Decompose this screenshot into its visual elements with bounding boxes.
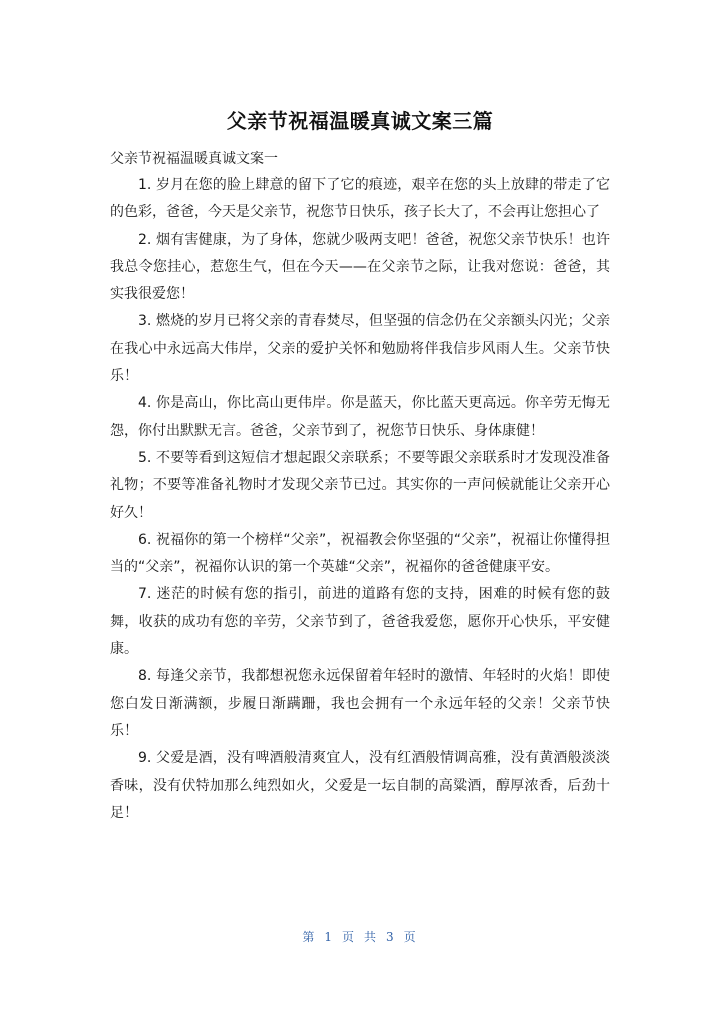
footer-word-ye-2: 页 xyxy=(403,930,418,944)
page-number-footer xyxy=(0,928,720,945)
footer-current-page: 1 xyxy=(324,930,334,944)
paragraph-1: 1. 岁月在您的脸上肆意的留下了它的痕迹，艰辛在您的头上放肆的带走了它的色彩，爸爸，今天是父亲节，祝您节日快乐，孩子长大了，不会再让您担心了 xyxy=(110,177,610,221)
footer-word-ye: 页 xyxy=(341,930,356,944)
paragraph-8: 8. 每逢父亲节，我都想祝您永远保留着年轻时的激情、年轻时的火焰！即使您白发日渐满额，步履日渐蹒跚，我也会拥有一个永远年轻的父亲！父亲节快乐！ xyxy=(110,668,610,739)
paragraph-3: 3. 燃烧的岁月已将父亲的青春焚尽，但坚强的信念仍在父亲额头闪光；父亲在我心中永远高大伟岸，父亲的爱护关怀和勉励将伴我信步风雨人生。父亲节快乐！ xyxy=(110,313,610,385)
body-content xyxy=(110,172,610,827)
footer-word-gong: 共 xyxy=(364,930,379,944)
paragraph-6: 6. 祝福你的第一个榜样“父亲”，祝福教会你坚强的“父亲”，祝福让你懂得担当的“父亲”，祝福你认识的第一个英雄“父亲”，祝福你的爸爸健康平安。 xyxy=(110,531,610,576)
document-title: 父亲节祝福温暖真诚文案三篇 xyxy=(226,109,494,133)
paragraph-9: 9. 父爱是酒，没有啤酒般清爽宜人，没有红酒般情调高雅，没有黄酒般淡淡香味，没有伏特加那么纯烈如火，父爱是一坛自制的高粱酒，醇厚浓香，后劲十足！ xyxy=(110,750,610,821)
paragraph-7: 7. 迷茫的时候有您的指引，前进的道路有您的支持，困难的时候有您的鼓舞，收获的成功有您的辛劳，父亲节到了，爸爸我爱您，愿你开心快乐，平安健康。 xyxy=(110,586,610,658)
footer-word-di: 第 xyxy=(302,930,317,944)
section-subtitle: 父亲节祝福温暖真诚文案一 xyxy=(110,151,278,167)
paragraph-5: 5. 不要等看到这短信才想起跟父亲联系；不要等跟父亲联系时才发现没准备礼物；不要等准备礼物时才发现父亲节已过。其实你的一声问候就能让父亲开心好久！ xyxy=(110,449,610,521)
footer-total-pages: 3 xyxy=(386,930,396,944)
paragraph-4: 4. 你是高山，你比高山更伟岸。你是蓝天，你比蓝天更高远。你辛劳无悔无怨，你付出默默无言。爸爸，父亲节到了，祝您节日快乐、身体康健！ xyxy=(110,395,610,439)
paragraph-2: 2. 烟有害健康，为了身体，您就少吸两支吧！爸爸，祝您父亲节快乐！也许我总令您挂心，惹您生气，但在今天——在父亲节之际，让我对您说：爸爸，其实我很爱您！ xyxy=(110,231,610,303)
